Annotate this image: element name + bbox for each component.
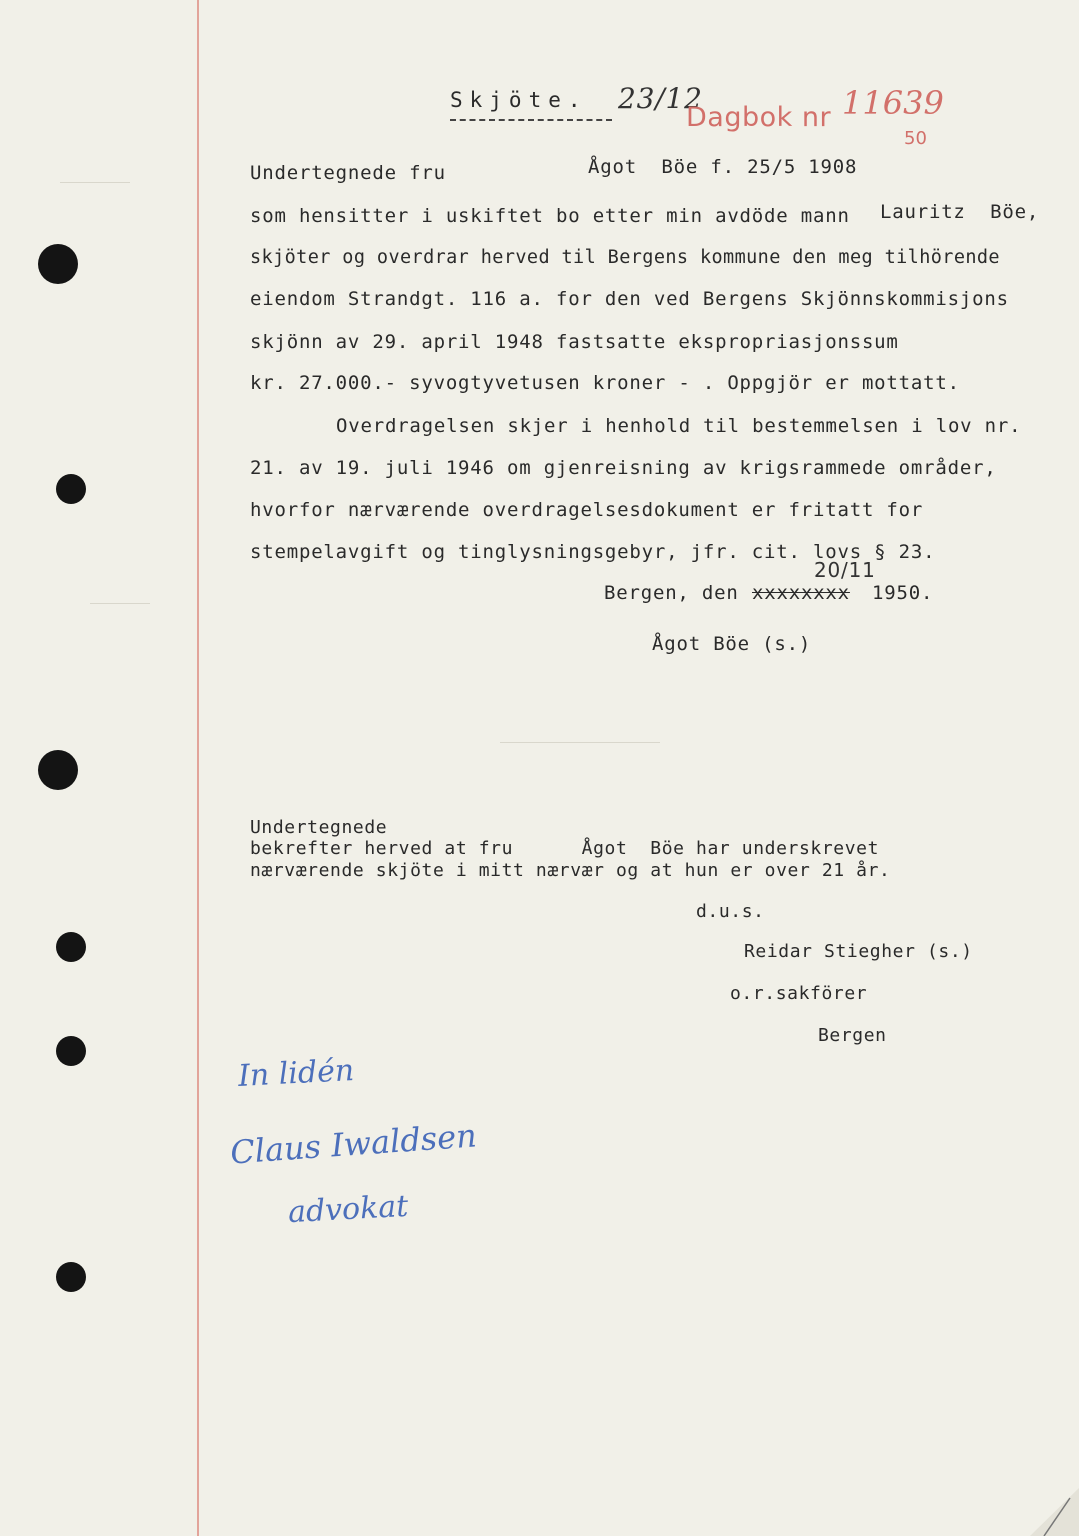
dateline-prefix: Bergen, den (604, 582, 739, 604)
punch-hole (38, 244, 78, 284)
dateline-year: 1950. (872, 582, 934, 604)
handwritten-line: In lidén (237, 1052, 356, 1095)
pencil-mark (60, 182, 130, 183)
dateline-struck: xxxxxxxx (752, 582, 850, 604)
attestation-line: bekrefter herved at fru Ågot Böe har underskrevet (250, 838, 880, 859)
signature-agot: Ågot Böe (s.) (652, 633, 812, 655)
pencil-mark (90, 603, 150, 604)
body-line: stempelavgift og tinglysningsgebyr, jfr. cit. lovs § 23. (250, 541, 936, 563)
attestation-line: nærværende skjöte i mitt nærvær og at hun er over 21 år. (250, 860, 891, 881)
body-line: Lauritz Böe, (880, 201, 1040, 223)
folded-corner-icon (1030, 1488, 1079, 1536)
body-line: Ågot Böe f. 25/5 1908 (588, 156, 858, 178)
body-line: eiendom Strandgt. 116 a. for den ved Bergens Skjönnskommisjons (250, 288, 1009, 310)
title-underline (450, 119, 612, 121)
handwritten-line: Claus Iwaldsen (228, 1116, 478, 1172)
attestation-line: Undertegnede (250, 817, 388, 838)
margin-rule (197, 0, 199, 1536)
inserted-date: 20/11 (814, 558, 876, 582)
signatory-title: o.r.sakförer (730, 983, 868, 1004)
signatory-place: Bergen (818, 1025, 887, 1046)
document-title: Skjöte. (450, 88, 588, 112)
dus-abbreviation: d.u.s. (696, 901, 765, 922)
punch-hole (56, 474, 86, 504)
body-line: kr. 27.000.- syvogtyvetusen kroner - . Oppgjör er mottatt. (250, 372, 960, 394)
signature-reidar: Reidar Stiegher (s.) (744, 941, 973, 962)
date-handwritten: 23/12 (618, 82, 703, 115)
handwritten-line: advokat (287, 1188, 410, 1231)
body-line: Undertegnede fru (250, 162, 446, 184)
body-line: som hensitter i uskiftet bo etter min avdöde mann (250, 205, 850, 227)
pencil-mark (500, 742, 660, 743)
dagbok-stamp-label: Dagbok nr (686, 102, 832, 133)
body-line: Overdragelsen skjer i henhold til bestemmelsen i lov nr. (336, 415, 1022, 437)
body-line: 21. av 19. juli 1946 om gjenreisning av krigsrammede områder, (250, 457, 997, 479)
body-line: skjöter og overdrar herved til Bergens kommune den meg tilhörende (250, 247, 1000, 268)
dagbok-stamp-year: 50 (904, 128, 927, 149)
dagbok-stamp-number: 11639 (842, 84, 944, 122)
punch-hole (56, 1036, 86, 1066)
punch-hole (38, 750, 78, 790)
punch-hole (56, 932, 86, 962)
punch-hole (56, 1262, 86, 1292)
body-line: skjönn av 29. april 1948 fastsatte ekspropriasjonssum (250, 331, 899, 353)
body-line: hvorfor nærværende overdragelsesdokument er fritatt for (250, 499, 924, 521)
